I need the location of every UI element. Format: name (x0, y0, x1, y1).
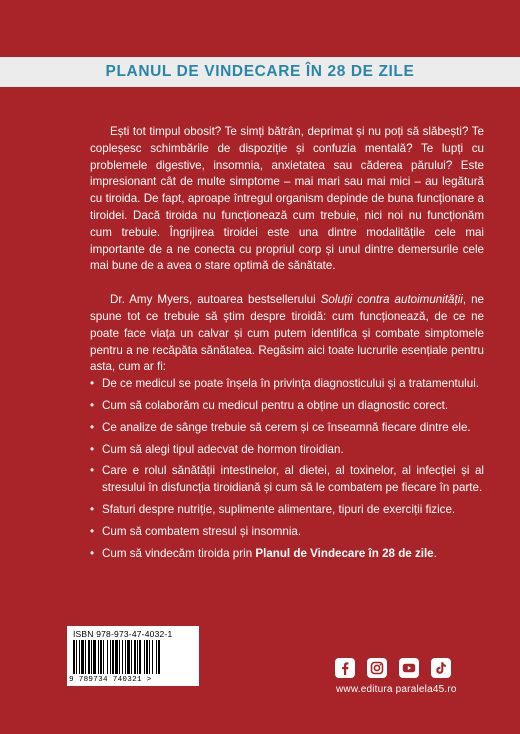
barcode-stripe (137, 640, 138, 674)
barcode-stripe (93, 640, 96, 674)
barcode-stripe (156, 640, 157, 674)
list-item: • Cum să colaborăm cu medicul pentru a obține un diagnostic corect. (90, 398, 484, 415)
barcode-stripe (107, 640, 108, 674)
barcode-stripe (100, 640, 102, 674)
publisher-website[interactable]: www.editura paralela45.ro (336, 684, 457, 695)
list-item: • Cum să combatem stresul și insomnia. (90, 524, 484, 541)
barcode-stripe (76, 640, 77, 674)
barcode-stripe (112, 640, 114, 674)
barcode-stripe (81, 640, 84, 674)
book-subtitle: PLANUL DE VINDECARE ÎN 28 DE ZILE (105, 63, 415, 80)
list-item: • Care e rolul sănătății intestinelor, al dietei, al toxinelor, al infecției și al stresului în disfuncția tiroidiană și cum să le combatem pe fiecare în parte. (90, 463, 484, 497)
facebook-icon[interactable] (335, 658, 355, 678)
barcode-stripe (91, 640, 92, 674)
barcode-stripe (125, 640, 126, 674)
barcode-stripe (139, 640, 141, 674)
barcode-stripe (88, 640, 90, 674)
barcode-stripe (127, 640, 130, 674)
bullet-list (90, 376, 484, 562)
barcode-stripe (103, 640, 104, 674)
isbn-barcode (67, 626, 199, 686)
instagram-icon[interactable] (367, 658, 387, 678)
list-item: • Cum să alegi tipul adecvat de hormon tiroidian. (90, 442, 484, 459)
barcode-stripe (115, 640, 118, 674)
book-title: Soluții contra autoimunității (320, 293, 463, 307)
list-item: • Ce analize de sânge trebuie să cerem și ce înseamnă fiecare dintre ele. (90, 420, 484, 437)
barcode-stripe (122, 640, 123, 674)
title-band (0, 57, 520, 87)
list-item: • Sfaturi despre nutriție, suplimente alimentare, tipuri de exerciții fizice. (90, 502, 484, 519)
barcode-stripe (73, 640, 75, 674)
list-item: • Cum să vindecăm tiroida prin Planul de Vindecare în 28 de zile. (90, 546, 484, 563)
barcode-stripe (110, 640, 111, 674)
barcode-stripe (131, 640, 132, 674)
social-icons (335, 658, 451, 678)
barcode-digits: 9 789734 740321 > (69, 676, 152, 684)
tiktok-icon[interactable] (431, 658, 451, 678)
isbn-number: ISBN 978-973-47-4032-1 (73, 629, 173, 639)
barcode-stripe (152, 640, 153, 674)
barcode-stripe (85, 640, 86, 674)
barcode-stripe (158, 640, 160, 674)
barcode-bars (71, 640, 195, 676)
barcode-stripe (98, 640, 99, 674)
barcode-stripe (134, 640, 136, 674)
barcode-stripe (79, 640, 80, 674)
barcode-stripe (119, 640, 120, 674)
barcode-stripe (146, 640, 148, 674)
intro-paragraph: Ești tot timpul obosit? Te simți bătrân, deprimat și nu poți să slăbești? Te copleșesc schimbările de dispoziție și confuzia mentală? Te lupți cu problemele digestive, insomnia, anxietatea sau căderea părului? Este impresionant cât de multe simptome – mai mari sau mai mici – au legătură cu tiroida. De fapt, aproape întregul organism depinde de buna funcționare a tiroidei. Dacă tiroida nu funcționează cum trebuie, nici noi nu funcționăm cum trebuie. Îngrijirea tiroidei este una dintre modalitățile cele mai importante de a ne conecta cu propriul corp și unul dintre demersurile cele mai bune de a avea o stare optimă de sănătate. (90, 125, 484, 273)
barcode-stripe (144, 640, 145, 674)
author-paragraph: Dr. Amy Myers, autoarea bestsellerului Soluții contra autoimunității, ne spune tot ce trebuie să știm despre tiroidă: cum funcționează, de ce ne poate face viața un calvar și cum putem identifica și combate simptomele pentru a ne recăpăta sănătatea. Regăsim aici toate lucrurile esențiale pentru asta, cum ar fi: (90, 293, 484, 374)
back-cover-text (90, 124, 484, 567)
list-item: • De ce medicul se poate înșela în privința diagnosticului și a tratamentului. (90, 376, 484, 393)
barcode-stripe (149, 640, 150, 674)
youtube-icon[interactable] (399, 658, 419, 678)
